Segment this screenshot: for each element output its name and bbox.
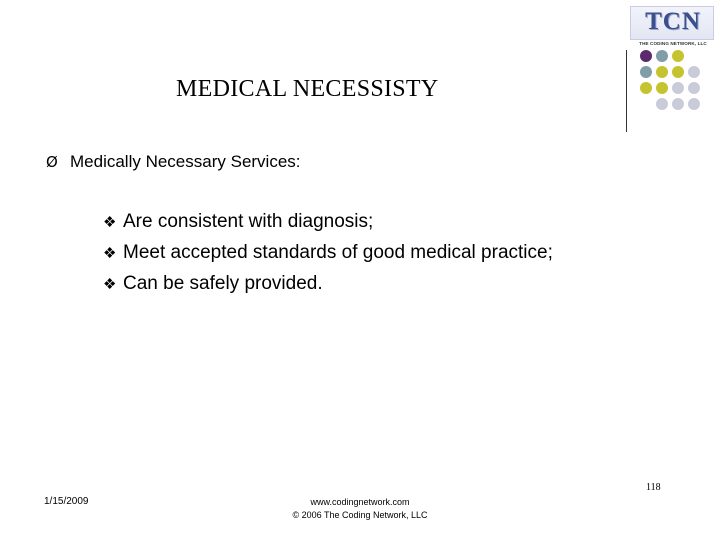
decorative-dot (672, 98, 684, 110)
bullet-text: Meet accepted standards of good medical practice; (123, 242, 553, 263)
logo-box (630, 6, 714, 40)
bullet-list (103, 207, 553, 300)
bullet-text: Are consistent with diagnosis; (123, 211, 374, 232)
decorative-dot (656, 66, 668, 78)
decorative-dots (640, 50, 720, 120)
level1-bullet (46, 152, 301, 172)
footer-copyright: © 2006 The Coding Network, LLC (292, 510, 428, 520)
slide-title: MEDICAL NECESSISTY (176, 76, 439, 102)
list-item (103, 207, 553, 238)
level1-text: Medically Necessary Services: (70, 152, 301, 171)
decorative-dot (640, 82, 652, 94)
decorative-dot (656, 50, 668, 62)
decorative-dot (688, 82, 700, 94)
arrow-bullet-icon: Ø (46, 153, 58, 171)
company-logo (630, 6, 714, 46)
logo-letters: TCN (645, 8, 701, 35)
decorative-dot (656, 82, 668, 94)
diamond-bullet-icon: ❖ (103, 276, 117, 293)
footer-website: www.codingnetwork.com (310, 497, 410, 507)
decorative-dot (672, 66, 684, 78)
decorative-dot (672, 82, 684, 94)
diamond-bullet-icon: ❖ (103, 245, 117, 262)
diamond-bullet-icon: ❖ (103, 214, 117, 231)
list-item (103, 238, 553, 269)
footer-date: 1/15/2009 (44, 496, 89, 507)
decorative-dot (656, 98, 668, 110)
footer-center (250, 496, 470, 522)
decorative-dot (688, 66, 700, 78)
logo-caption: THE CODING NETWORK, LLC (639, 41, 707, 46)
vertical-divider (626, 50, 627, 132)
decorative-dot (688, 98, 700, 110)
decorative-dot (640, 66, 652, 78)
decorative-dot (640, 50, 652, 62)
list-item (103, 269, 553, 300)
decorative-dot (672, 50, 684, 62)
page-number: 118 (646, 482, 661, 493)
bullet-text: Can be safely provided. (123, 273, 323, 294)
